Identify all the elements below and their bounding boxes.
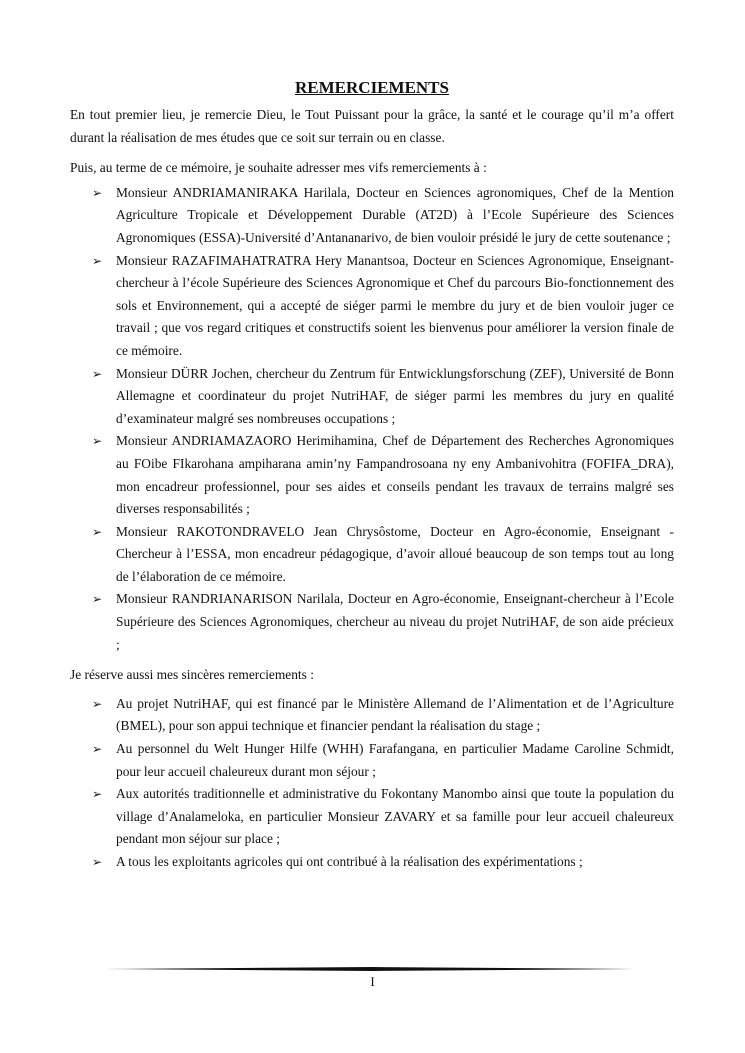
list-item: [70, 693, 674, 738]
arrow-bullet-icon: ➢: [92, 696, 103, 711]
arrow-bullet-icon: ➢: [92, 742, 103, 757]
list-item: [70, 430, 674, 520]
arrow-bullet-icon: ➢: [92, 787, 103, 802]
arrow-bullet-icon: ➢: [92, 524, 103, 539]
arrow-bullet-icon: ➢: [92, 253, 103, 268]
acknowledgement-list-2: [70, 693, 674, 874]
arrow-bullet-icon: ➢: [92, 592, 103, 607]
list-item: [70, 783, 674, 851]
footer-divider: [104, 967, 641, 971]
list-item-text: Monsieur DÜRR Jochen, chercheur du Zentrum für Entwicklungsforschung (ZEF), Université de Bonn Allemagne et coordinateur du projet NutriHAF, de siéger parmi les membres du jury en qualité d’examinateur malgré ses nombreuses occupations ;: [116, 365, 674, 426]
page-number: I: [370, 974, 375, 989]
lead-paragraph-1: Puis, au terme de ce mémoire, je souhaite adresser mes vifs remerciements à :: [70, 160, 487, 176]
list-item-text: A tous les exploitants agricoles qui ont contribué à la réalisation des expérimentations ;: [116, 854, 583, 869]
list-item-text: Monsieur ANDRIAMANIRAKA Harilala, Docteur en Sciences agronomiques, Chef de la Mention Agriculture Tropicale et Développement Durable (AT2D) à l’Ecole Supérieure des Sciences Agronomiques (ESSA)-Université d’Antananarivo, de bien vouloir présidé le jury de cette soutenance ;: [116, 184, 674, 245]
list-item-text: Au personnel du Welt Hunger Hilfe (WHH) Farafangana, en particulier Madame Caroline Schmidt, pour leur accueil chaleureux durant mon séjour ;: [116, 741, 674, 779]
list-item: [70, 250, 674, 363]
arrow-bullet-icon: ➢: [92, 855, 103, 869]
intro-paragraph: En tout premier lieu, je remercie Dieu, le Tout Puissant pour la grâce, la santé et le courage qu’il m’a offert durant la réalisation de mes études que ce soit sur terrain ou en classe.: [70, 107, 674, 145]
list-item-text: Monsieur ANDRIAMAZAORO Herimihamina, Chef de Département des Recherches Agronomiques au FOibe FIkarohana ampiharana amin’ny Fampandrosoana ny eny Ambanivohitra (FOFIFA_DRA), mon encadreur professionnel, pour ses aides et conseils pendant les travaux de terrains malgré ses diverses responsabilités ;: [116, 433, 674, 517]
arrow-bullet-icon: ➢: [92, 366, 103, 381]
list-item: [70, 738, 674, 783]
list-item: [70, 851, 674, 874]
document-page: [70, 76, 674, 874]
list-item-text: Au projet NutriHAF, qui est financé par le Ministère Allemand de l’Alimentation et de l’Agriculture (BMEL), pour son appui technique et financier pendant la réalisation du stage ;: [116, 695, 674, 734]
list-item: [70, 521, 674, 589]
list-item-text: Monsieur RAZAFIMAHATRATRA Hery Manantsoa, Docteur en Sciences Agronomique, Enseignant-chercheur à l’école Supérieure des Sciences Agronomique et Chef du parcours Bio-fonctionnement des sols et Environnement, qui a accepté de siéger parmi le membre du jury et de bien vouloir juger ce travail ; que vos regard critiques et constructifs soient les bienvenus pour améliorer la version finale de ce mémoire.: [116, 252, 674, 358]
list-item: [70, 363, 674, 431]
arrow-bullet-icon: ➢: [92, 185, 103, 200]
list-item-text: Aux autorités traditionnelle et administrative du Fokontany Manombo ainsi que toute la population du village d’Analameloka, en particulier Monsieur ZAVARY et sa famille pour leur accueil chaleureux pendant mon séjour sur place ;: [116, 786, 674, 847]
list-item: [70, 182, 674, 250]
list-item-text: Monsieur RAKOTONDRAVELO Jean Chrysôstome, Docteur en Agro-économie, Enseignant - Chercheur à l’ESSA, mon encadreur pédagogique, d’avoir alloué beaucoup de son temps tout au long de l’élaboration de ce mémoire.: [116, 523, 674, 584]
page-title: REMERCIEMENTS: [295, 78, 449, 97]
lead-paragraph-2: Je réserve aussi mes sincères remerciements :: [70, 667, 314, 683]
list-item-text: Monsieur RANDRIANARISON Narilala, Docteur en Agro-économie, Enseignant-chercheur à l’Ecole Supérieure des Sciences Agronomiques, chercheur au niveau du projet NutriHAF, de son aide précieux ;: [116, 591, 674, 652]
arrow-bullet-icon: ➢: [92, 434, 103, 449]
acknowledgement-list-1: [70, 182, 674, 656]
list-item: [70, 588, 674, 656]
